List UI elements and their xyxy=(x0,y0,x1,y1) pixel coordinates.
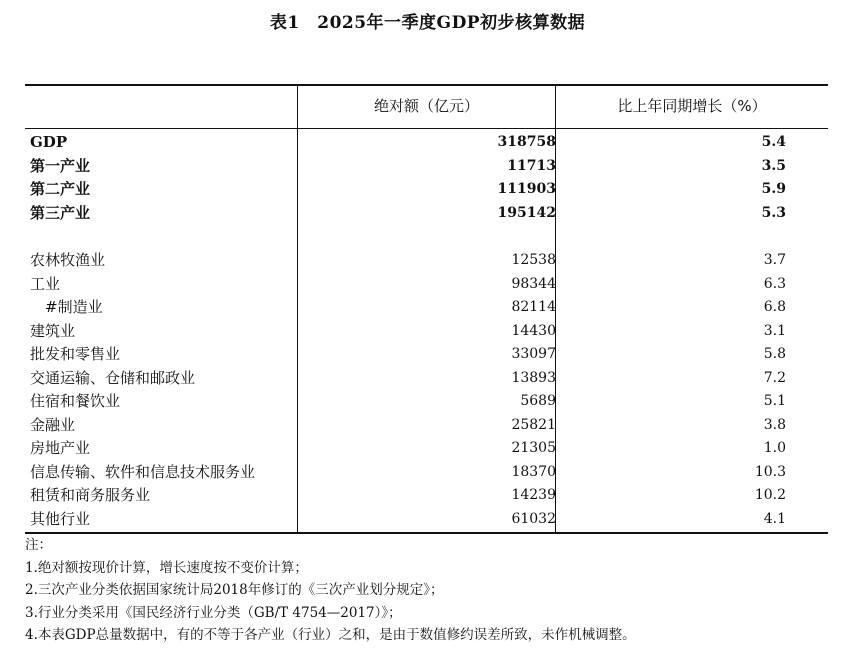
row-label: 住宿和餐饮业 xyxy=(30,392,121,410)
row-absolute: 61032 xyxy=(511,510,556,527)
row-absolute: 14239 xyxy=(511,487,556,503)
header-growth: 比上年同期增长（%） xyxy=(617,97,767,115)
row-absolute: 98344 xyxy=(511,275,556,292)
row-growth: 5.8 xyxy=(763,346,786,362)
row-growth: 3.5 xyxy=(761,157,786,174)
table-row xyxy=(25,437,828,461)
table-row xyxy=(25,367,828,391)
row-label: 建筑业 xyxy=(30,321,76,340)
row-growth: 7.2 xyxy=(763,369,786,386)
row-growth: 3.8 xyxy=(763,416,786,433)
row-label: 租赁和商务服务业 xyxy=(30,486,151,504)
row-absolute: 318758 xyxy=(497,134,556,150)
row-absolute: 111903 xyxy=(497,181,556,197)
header-bottom-rule xyxy=(25,128,828,129)
table-row xyxy=(25,390,828,414)
row-growth: 5.3 xyxy=(761,204,786,221)
table-notes xyxy=(25,534,835,647)
table-row xyxy=(25,320,828,344)
row-absolute: 195142 xyxy=(497,204,556,221)
row-absolute: 13893 xyxy=(511,369,556,386)
row-label: #制造业 xyxy=(45,298,103,316)
row-growth: 5.1 xyxy=(763,393,786,409)
row-label: 交通运输、仓储和邮政业 xyxy=(30,368,196,387)
row-growth: 4.1 xyxy=(763,510,786,527)
table-title: 表1 2025年一季度GDP初步核算数据 xyxy=(269,13,586,33)
table-row xyxy=(25,461,828,485)
header-absolute: 绝对额（亿元） xyxy=(373,97,479,115)
row-label: 第一产业 xyxy=(30,156,91,175)
row-label: 批发和零售业 xyxy=(30,345,121,363)
row-label: GDP xyxy=(30,133,68,151)
note-item: 1.绝对额按现价计算，增长速度按不变价计算； xyxy=(25,559,308,576)
table-row xyxy=(25,273,828,297)
note-item: 4.本表GDP总量数据中，有的不等于各产业（行业）之和，是由于数值修约误差所致，未作机械调整。 xyxy=(25,627,636,643)
table-row xyxy=(25,296,828,320)
table-row-secondary xyxy=(25,178,828,202)
row-label: 其他行业 xyxy=(30,509,91,528)
row-label: 金融业 xyxy=(30,415,76,434)
row-label: 农林牧渔业 xyxy=(30,251,106,269)
row-growth: 1.0 xyxy=(763,440,786,456)
row-absolute: 12538 xyxy=(511,252,556,268)
row-growth: 3.7 xyxy=(763,252,786,268)
row-label: 信息传输、软件和信息技术服务业 xyxy=(30,462,256,481)
notes-heading: 注： xyxy=(25,537,52,553)
row-absolute: 25821 xyxy=(511,416,556,433)
table-row-gdp xyxy=(25,131,828,155)
row-growth: 6.8 xyxy=(763,299,786,315)
row-growth: 10.3 xyxy=(754,463,786,480)
row-label: 工业 xyxy=(30,274,61,293)
row-growth: 5.9 xyxy=(761,181,786,197)
table-row-tertiary xyxy=(25,202,828,226)
row-absolute: 18370 xyxy=(511,463,556,480)
row-absolute: 14430 xyxy=(511,322,556,339)
row-absolute: 82114 xyxy=(511,299,556,315)
note-item: 3.行业分类采用《国民经济行业分类（GB/T 4754—2017）》； xyxy=(25,604,402,621)
row-absolute: 21305 xyxy=(511,440,556,456)
row-growth: 10.2 xyxy=(754,487,786,503)
row-label: 房地产业 xyxy=(30,439,91,457)
row-label: 第二产业 xyxy=(30,180,91,198)
table-row xyxy=(25,484,828,508)
row-absolute: 5689 xyxy=(520,393,556,409)
table-row xyxy=(25,249,828,273)
table-row xyxy=(25,414,828,438)
row-growth: 6.3 xyxy=(763,275,786,292)
row-label: 第三产业 xyxy=(30,203,91,222)
row-absolute: 33097 xyxy=(511,346,556,362)
table-row-primary xyxy=(25,155,828,179)
table-row xyxy=(25,508,828,532)
header-label xyxy=(25,85,297,128)
row-growth: 5.4 xyxy=(761,134,786,150)
note-item: 2.三次产业分类依据国家统计局2018年修订的《三次产业划分规定》； xyxy=(25,582,444,598)
table-row xyxy=(25,343,828,367)
row-absolute: 11713 xyxy=(507,157,556,174)
row-growth: 3.1 xyxy=(763,322,786,339)
